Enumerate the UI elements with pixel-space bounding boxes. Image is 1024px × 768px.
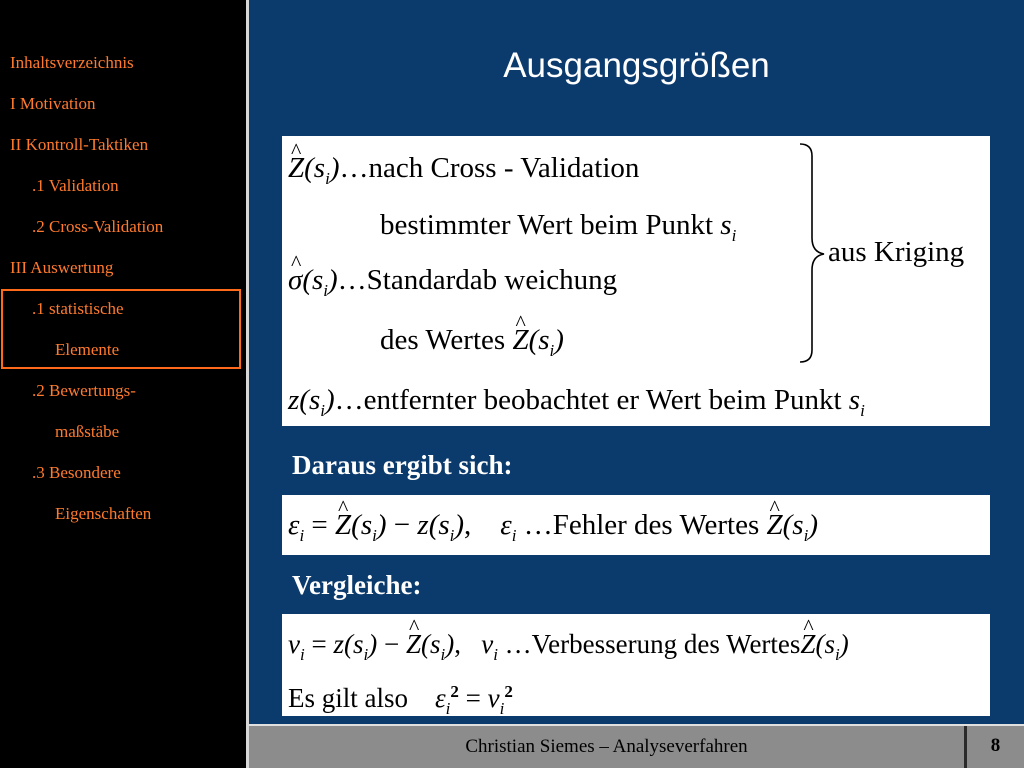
nav-item-bewertungsmassstaebe-cont[interactable]: maßstäbe (55, 422, 120, 441)
nav-item-besondere-eigenschaften[interactable]: .3 Besondere (32, 463, 121, 482)
curly-brace-icon (796, 142, 826, 364)
heading-daraus: Daraus ergibt sich: (292, 450, 513, 480)
definition-sigma-hat: ^ $\sigma(s_i)\dots Standardab$ weichung (288, 264, 617, 300)
nav-item-inhaltsverzeichnis[interactable]: Inhaltsverzeichnis (10, 53, 134, 72)
nav-item-statistische-elemente[interactable]: .1 statistische (32, 299, 124, 318)
heading-vergleiche: Vergleiche: (292, 570, 422, 600)
error-formula-box (282, 495, 990, 555)
nav-item-cross-validation[interactable]: .2 Cross-Validation (32, 217, 164, 236)
improvement-formula: $v_i = z(s_i)$ − ^ $Z(s_i)$, $v_i$ …Verbesserung des Wertes^ $Z(s_i)$ (288, 628, 849, 664)
definitions-box (282, 136, 990, 426)
footer-author: Christian Siemes – Analyseverfahren (465, 736, 748, 757)
definition-z-hat-cont: bestimmter Wert beim Punkt $s_i$ (380, 209, 737, 245)
sidebar-navigation (0, 0, 246, 768)
nav-item-motivation[interactable]: I Motivation (10, 94, 96, 113)
definition-z-hat: ^ $Z(s_i)\dots nach$ Cross - Validation (288, 152, 639, 188)
slide-footer (249, 724, 1024, 768)
nav-item-besondere-eigenschaften-cont[interactable]: Eigenschaften (55, 504, 152, 523)
nav-item-auswertung[interactable]: III Auswertung (10, 258, 114, 277)
equality-statement: Es gilt also $\varepsilon_i^2 = v_i^2$ (288, 682, 513, 718)
definition-z: $z(s_i)\dots entfernter$ beobachtet er Wert beim Punkt $s_i$ (288, 384, 865, 420)
nav-item-statistische-elemente-cont[interactable]: Elemente (55, 340, 120, 359)
improvement-formula-box (282, 614, 990, 716)
brace-label: aus Kriging (828, 236, 965, 268)
definition-sigma-hat-cont: des Wertes ^ $Z(s_i)$ (380, 324, 564, 360)
page-number: 8 (990, 735, 1001, 756)
slide-title: Ausgangsgrößen (503, 46, 770, 85)
nav-item-bewertungsmassstaebe[interactable]: .2 Bewertungs- (32, 381, 136, 400)
nav-item-kontroll-taktiken[interactable]: II Kontroll-Taktiken (10, 135, 149, 154)
nav-item-validation[interactable]: .1 Validation (32, 176, 119, 195)
error-formula: $\varepsilon_i$ = ^ $Z(s_i) - z(s_i)$, $\varepsilon_i$ …Fehler des Wertes ^ $Z(s_i)$ (288, 509, 818, 545)
